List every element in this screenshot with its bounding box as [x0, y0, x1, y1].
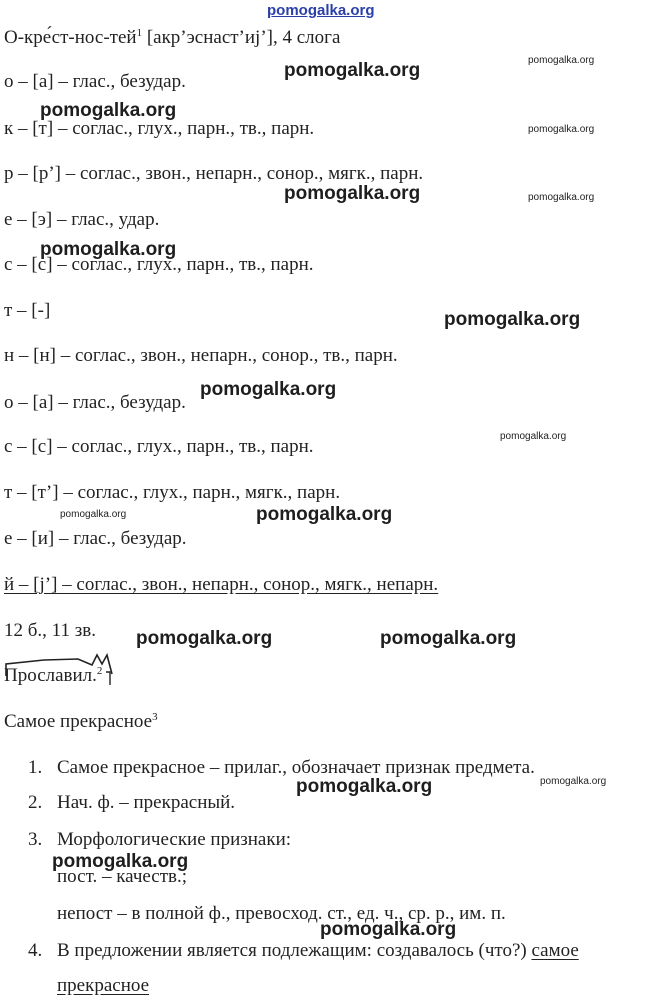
underlined-subject-cont: прекрасное [57, 975, 150, 996]
phonetic-row: о – [а] – глас., безудар. [4, 392, 186, 413]
watermark: pomogalka.org [380, 628, 517, 649]
watermark: pomogalka.org [284, 60, 421, 81]
task3-title-line [4, 711, 158, 733]
phonetic-row: о – [а] – глас., безудар. [4, 71, 186, 92]
phonetic-row: с – [с] – соглас., глух., парн., тв., парн. [4, 254, 314, 275]
sub-item-text: пост. – качеств.; [57, 866, 188, 887]
heading-line [4, 27, 340, 49]
list-number: 4. [28, 940, 43, 961]
list-number: 2. [28, 792, 43, 813]
watermark: pomogalka.org [136, 628, 273, 649]
list-item-text [57, 940, 579, 962]
task2-suffix: . [92, 665, 97, 686]
phonetic-row: т – [-] [4, 300, 51, 321]
list-item-text: Самое прекрасное – прилаг., обозначает признак предмета. [57, 757, 535, 778]
summary-line: 12 б., 11 зв. [4, 620, 96, 641]
footnote-3: 3 [152, 711, 158, 723]
phonetic-row: е – [и] – глас., безудар. [4, 528, 187, 549]
heading-transcription: [акр’эснаст’иj’], 4 слога [146, 27, 341, 48]
heading-word: О-кре́ст-нос-тей [4, 27, 137, 48]
footnote-1: 1 [136, 27, 143, 39]
list-item-text: Нач. ф. – прекрасный. [57, 792, 236, 813]
watermark: pomogalka.org [52, 851, 189, 872]
watermark-top: pomogalka.org [267, 2, 375, 19]
watermark: pomogalka.org [528, 55, 595, 66]
phonetic-row: р – [р’] – соглас., звон., непарн., сонор., мягк., парн. [4, 163, 424, 184]
phonetic-row-last: й – [j’] – соглас., звон., непарн., сонор., мягк., непарн. [4, 574, 439, 595]
watermark: pomogalka.org [40, 100, 177, 121]
footnote-2: 2 [96, 665, 103, 677]
phonetic-row: с – [с] – соглас., глух., парн., тв., парн. [4, 436, 314, 457]
underlined-subject: самое [531, 940, 579, 961]
watermark: pomogalka.org [444, 309, 581, 330]
task2-word: Прославил [4, 665, 93, 686]
watermark: pomogalka.org [528, 192, 595, 203]
phonetic-row: н – [н] – соглас., звон., непарн., сонор., тв., парн. [4, 345, 398, 366]
watermark: pomogalka.org [296, 776, 433, 797]
watermark: pomogalka.org [528, 124, 595, 135]
watermark: pomogalka.org [40, 239, 177, 260]
phonetic-row: к – [т] – соглас., глух., парн., тв., парн. [4, 118, 315, 139]
list-number: 1. [28, 757, 43, 778]
task2-line [4, 665, 102, 687]
phonetic-row: т – [т’] – соглас., глух., парн., мягк., парн. [4, 482, 341, 503]
task3-title: Самое прекрасное [4, 711, 153, 732]
phonetic-row: е – [э] – глас., удар. [4, 209, 160, 230]
watermark: pomogalka.org [540, 776, 607, 787]
sub-item-text: непост – в полной ф., превосход. ст., ед. ч., ср. р., им. п. [57, 903, 506, 924]
watermark: pomogalka.org [500, 431, 567, 442]
watermark: pomogalka.org [200, 379, 337, 400]
list-number: 3. [28, 829, 43, 850]
list-item-text-part: В предложении является подлежащим: создавалось (что?) [57, 940, 527, 961]
watermark: pomogalka.org [256, 504, 393, 525]
watermark: pomogalka.org [320, 919, 457, 940]
watermark: pomogalka.org [60, 509, 127, 520]
watermark: pomogalka.org [284, 183, 421, 204]
list-item-text: Морфологические признаки: [57, 829, 292, 850]
